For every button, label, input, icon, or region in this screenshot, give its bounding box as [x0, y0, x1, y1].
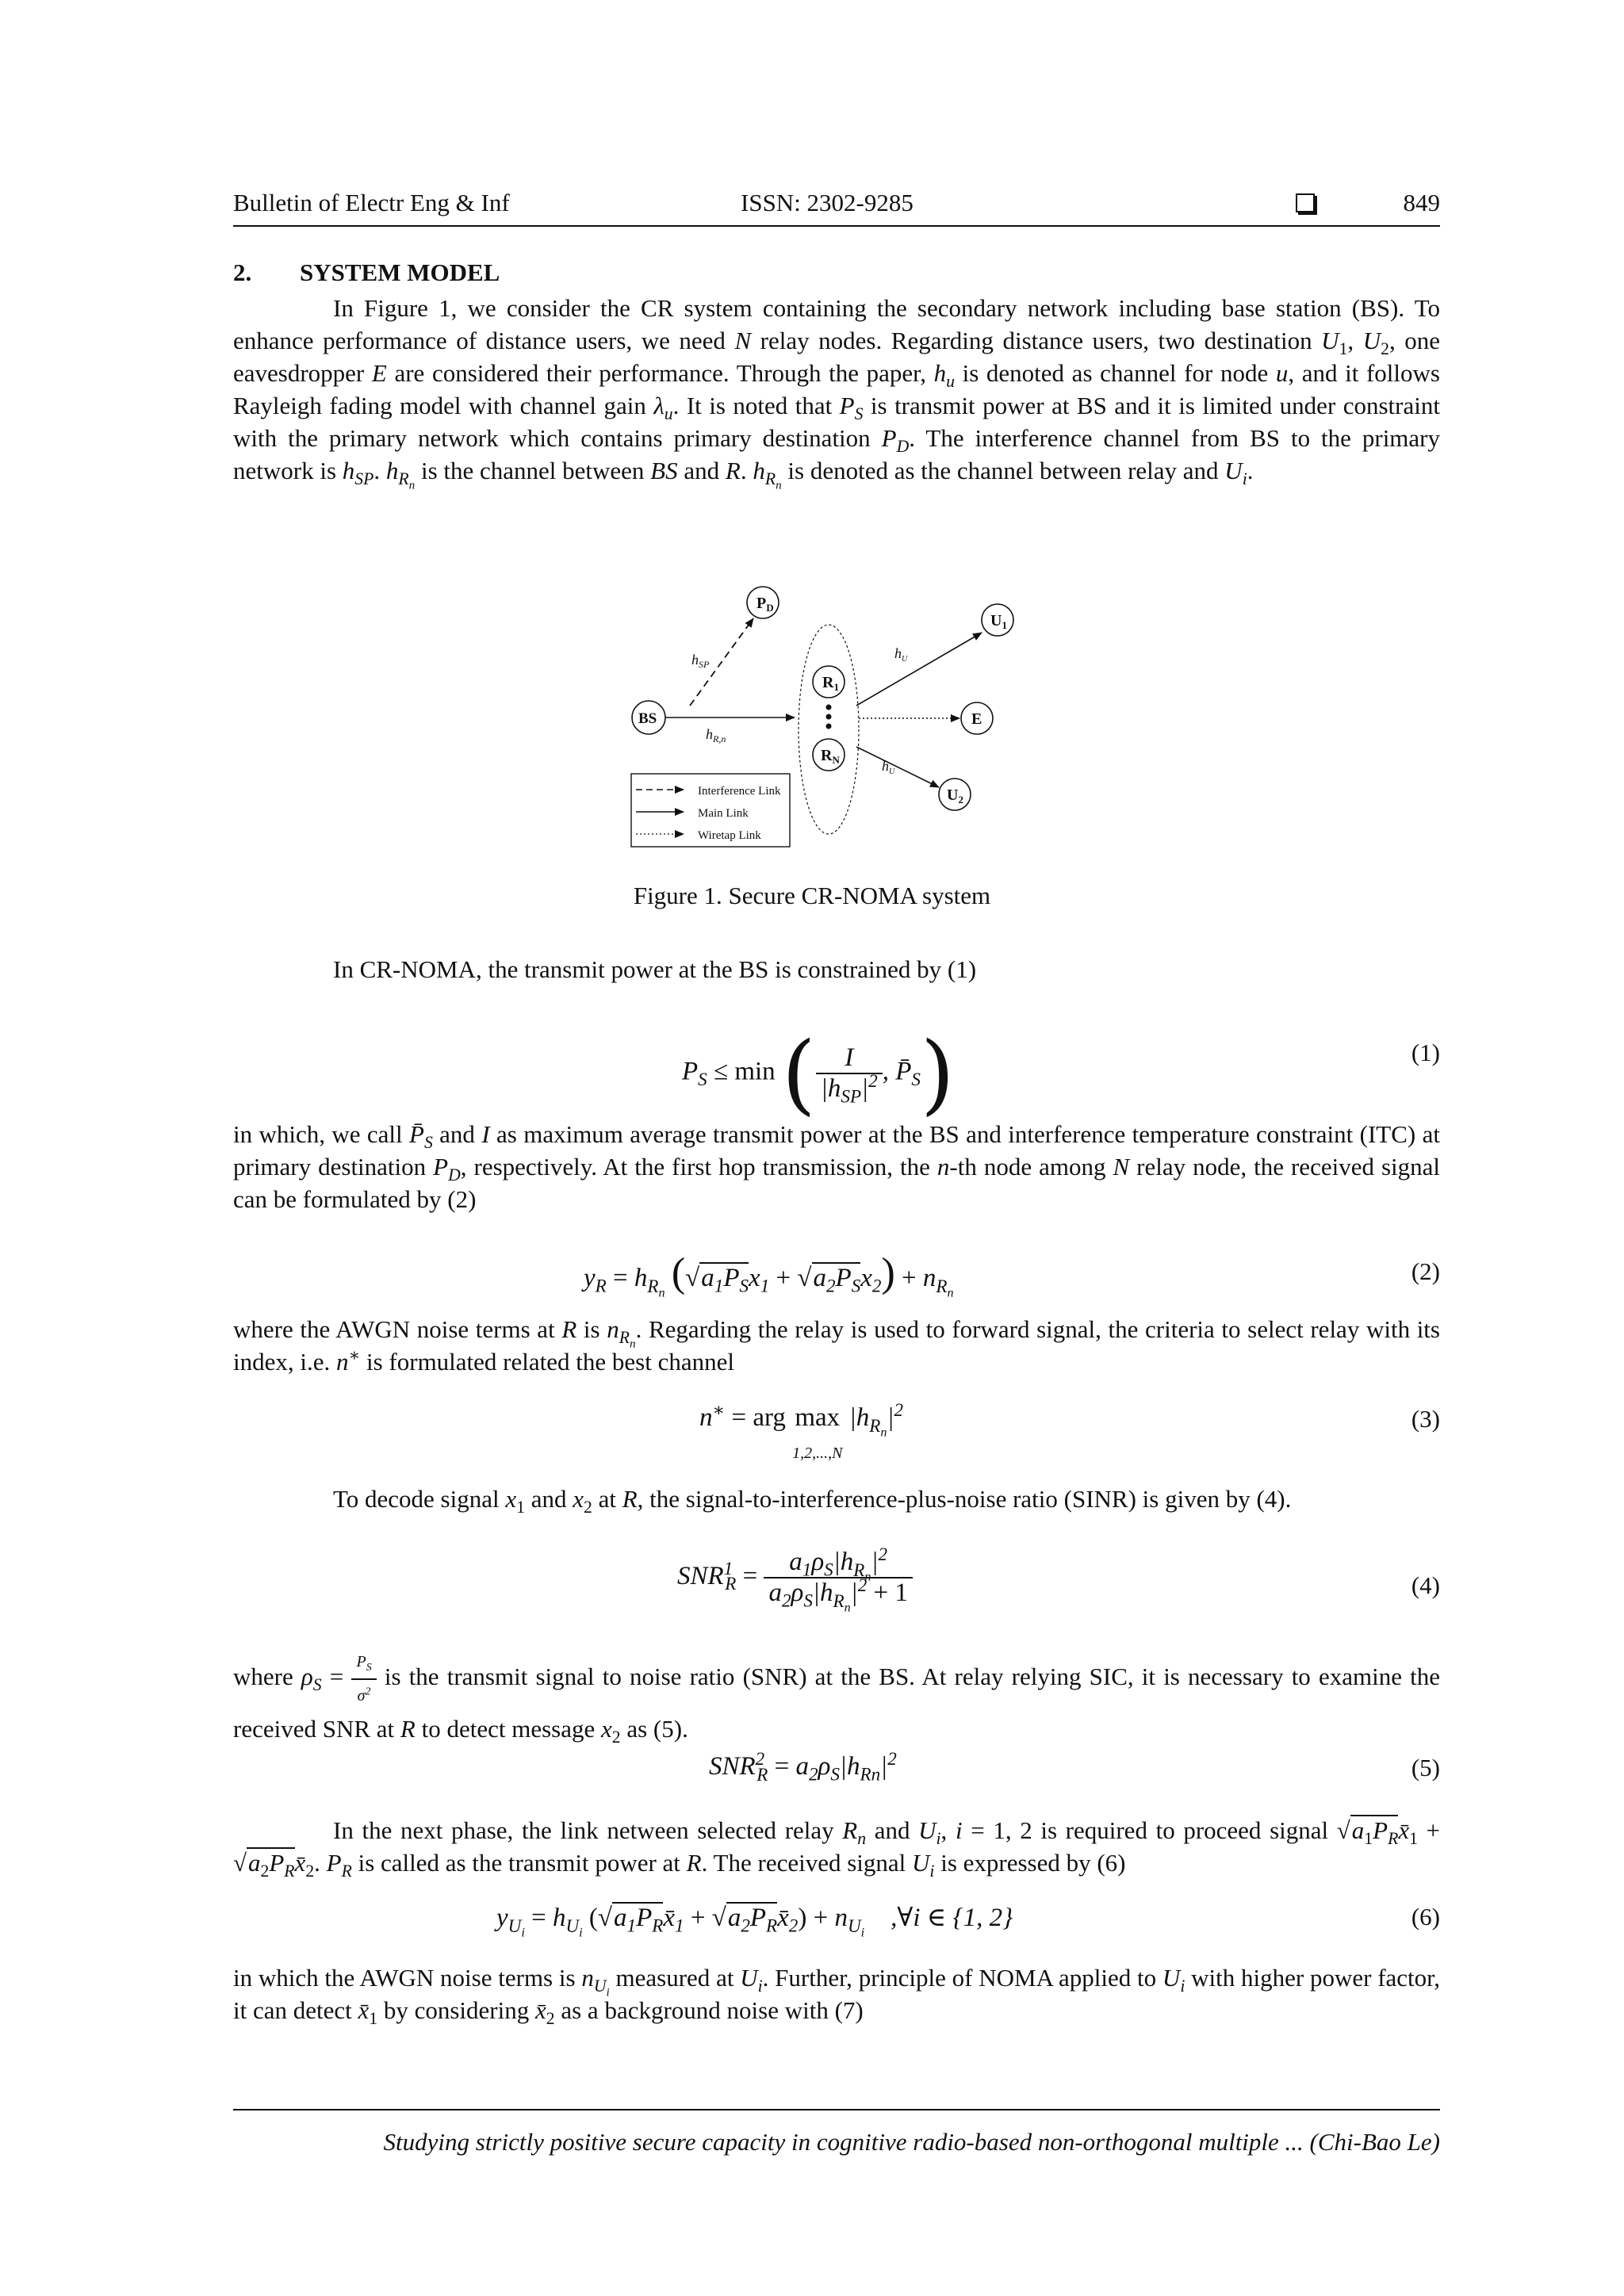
section-heading: [233, 258, 500, 287]
main-link-relay-u2: [856, 747, 939, 787]
equation-5: $SNR^2_R = a_2\rho_S|h_{Rn}|^2$ (5): [709, 1748, 1440, 1785]
svg-text:E: E: [971, 710, 982, 728]
paragraph-decode: To decode signal $x_1$ and $x_2$ at R, the signal-to-interference-plus-noise ratio (SINR) is given by (4).: [333, 1485, 1292, 1517]
equation-2: $y_R = h_{R_n}$ $(√a_1P_Sx_1 + √a_2P_Sx_2) + n_{R_n}$ (2): [584, 1250, 1440, 1300]
section-number: 2.: [233, 258, 252, 286]
relay-dot: [826, 714, 832, 720]
svg-text:hU: $h_U$: [882, 758, 895, 776]
svg-text:hU: $h_U$: [894, 645, 908, 664]
paragraph-relay-selection: where the AWGN noise terms at R is $n_{R_n}$. Regarding the relay is used to forward signal, the criteria to select relay with its index, i.e. n∗ is formulated related the best channel: [233, 1315, 1440, 1376]
svg-text:PD: $P_D$: [756, 595, 774, 614]
paragraph-next-phase: In the next phase, the link netween selected relay $R_n$ and $U_i$, i = 1, 2 is required to proceed signal $√a_1P_Rx̄_1$ + $√a_2P_Rx̄_2$. $P_R$ is called as the transmit power at R. The received signal $U_i$ is expressed by (6): [233, 1816, 1441, 1881]
issn: ISSN: 2302-9285: [741, 189, 914, 216]
page-number: 849: [1403, 189, 1440, 216]
paragraph-snr: where $\rho_S$ = $\frac{P_S}{\sigma^2}$ is the transmit signal to noise ratio (SNR) at the BS. At relay relying SIC, it is necessary to examine the received SNR at R to detect message $x_2$ as (5).: [233, 1653, 1441, 1747]
system-model-figure: [626, 571, 1055, 864]
svg-text:hSP: $h_{SP}$: [691, 652, 710, 670]
legend-interference: Interference Link: [698, 785, 781, 798]
running-footer: Studying strictly positive secure capacity in cognitive radio-based non-orthogonal multiple ... (Chi-Bao Le): [383, 2128, 1440, 2156]
svg-text:R1: $R_1$: [822, 674, 839, 693]
relay-dot: [826, 724, 832, 729]
svg-text:U2: $U_2$: [947, 786, 963, 806]
equation-1: $P_S \le \min$ ( $\frac{I}{|h_{SP}|^2}$ , $P̄_S$) (1): [682, 1023, 1440, 1124]
svg-text:U1: $U_1$: [990, 612, 1007, 631]
legend-main: Main Link: [698, 807, 749, 820]
journal-name: Bulletin of Electr Eng & Inf: [233, 189, 510, 216]
figure-caption: Figure 1. Secure CR-NOMA system: [633, 882, 991, 909]
paragraph-itc: in which, we call $P̄_S$ and I as maximum average transmit power at the BS and interference temperature constraint (ITC) at primary destination $P_D$, respectively. At the first hop transmission, the n-th node among N relay node, the received signal can be formulated by (2): [233, 1120, 1440, 1213]
equation-3: n∗ = arg max 1,2,...,N $|h_{R_n}|^2$ (3): [699, 1399, 1440, 1462]
equation-6: $y_{U_i} = h_{U_i}$ ($√a_1P_Rx̄_1$ + $√a_2P_Rx̄_2) + n_{U_i}$ ,∀i ∈ {1, 2} (6): [496, 1903, 1440, 1940]
relay-dot: [826, 705, 832, 710]
running-header: [233, 189, 1440, 225]
equation-4: $SNR^1_R$ = $\frac{a_1\rho_S|h_{R_n}|^2}{a_2\rho_S|h_{R_n}|^2 + 1}$ (4): [677, 1544, 1440, 1615]
svg-text:hR,n: $h_{R,n}$: [706, 726, 726, 744]
footer-rule: [233, 2109, 1440, 2110]
svg-text:BS: BS: [638, 710, 657, 727]
legend-wiretap: Wiretap Link: [698, 829, 761, 842]
paragraph-awgn: in which the AWGN noise terms is $n_{U_i}$ measured at $U_i$. Further, principle of NOMA applied to $U_i$ with higher power factor, it can detect $x̄_1$ by considering $x̄_2$ as a background noise with (7): [233, 1964, 1440, 2029]
square-icon: [1296, 193, 1315, 212]
header-rule: [233, 225, 1440, 227]
relay-cluster: [799, 625, 859, 834]
svg-text:RN: $R_N$: [821, 747, 840, 766]
paragraph-intro: In Figure 1, we consider the CR system containing the secondary network including base station (BS). To enhance performance of distance users, we need N relay nodes. Regarding distance users, two destination $U_1$, $U_2$, one eavesdropper E are considered their performance. Through the paper, $h_u$ is denoted as channel for node u, and it follows Rayleigh fading model with channel gain $\lambda_u$. It is noted that $P_S$ is transmit power at BS and it is limited under constraint with the primary network which contains primary destination $P_D$. The interference channel from BS to the primary network is $h_{SP}$. $h_{R_n}$ is the channel between BS and R. $h_{R_n}$ is denoted as the channel between relay and $U_i$.: [233, 294, 1441, 492]
section-title: SYSTEM MODEL: [300, 258, 500, 286]
main-link-relay-u1: [856, 633, 982, 706]
paragraph-cr-noma: In CR-NOMA, the transmit power at the BS is constrained by (1): [333, 955, 977, 983]
